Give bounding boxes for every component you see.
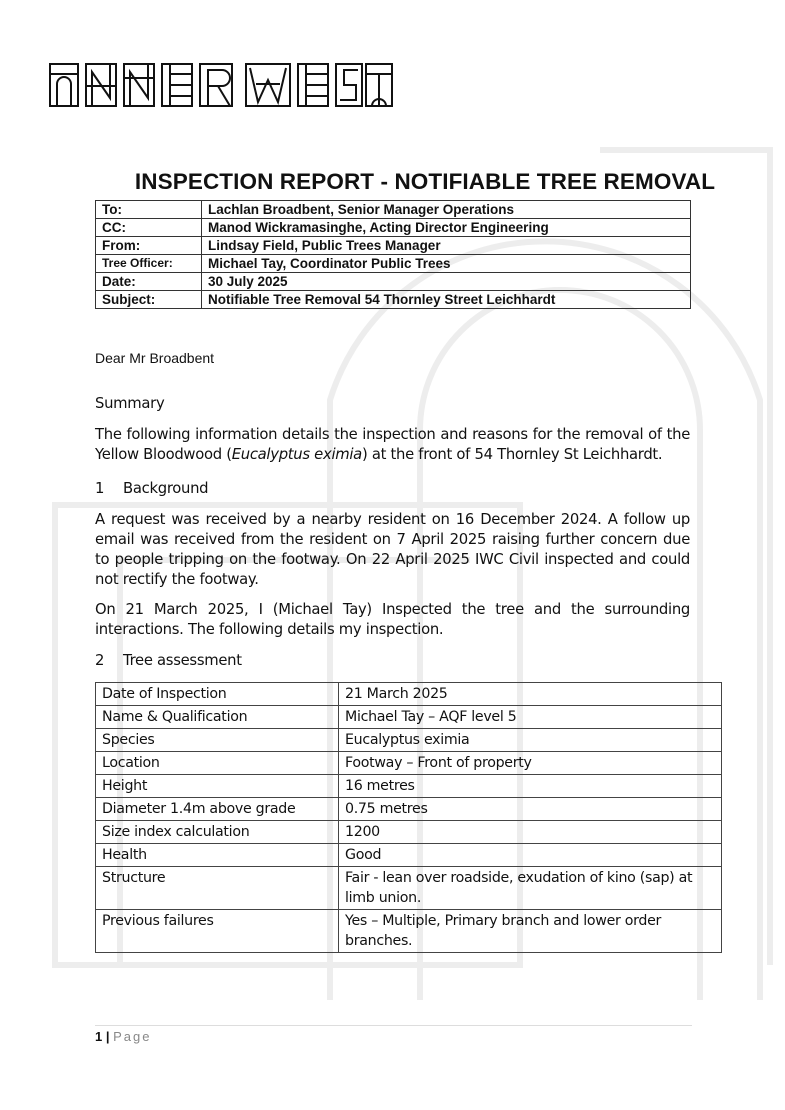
- memo-label: Date:: [96, 273, 202, 291]
- section-number: 2: [95, 652, 105, 669]
- assessment-value: Good: [339, 844, 722, 867]
- assessment-value: 0.75 metres: [339, 798, 722, 821]
- table-row: [96, 910, 722, 953]
- page-number: 1: [95, 1029, 103, 1044]
- memo-value: Michael Tay, Coordinator Public Trees: [202, 255, 691, 273]
- inner-west-logo: [48, 58, 393, 110]
- background-paragraph-1: A request was received by a nearby resident on 16 December 2024. A follow up email was received from the resident on 7 April 2025 raising further concern due to people tripping on the footway. On 22 April 2025 IWC Civil inspected and could not rectify the footway.: [95, 511, 690, 588]
- assessment-value: Footway – Front of property: [339, 752, 722, 775]
- memo-value: 30 July 2025: [202, 273, 691, 291]
- assessment-value: Michael Tay – AQF level 5: [339, 706, 722, 729]
- memo-value: Manod Wickramasinghe, Acting Director Engineering: [202, 219, 691, 237]
- memo-label: To:: [96, 201, 202, 219]
- report-title: INSPECTION REPORT - NOTIFIABLE TREE REMOVAL: [134, 169, 716, 194]
- table-row: [96, 706, 722, 729]
- table-row: [96, 775, 722, 798]
- assessment-value: 1200: [339, 821, 722, 844]
- summary-heading: Summary: [95, 395, 165, 412]
- memo-row-to: [96, 201, 691, 219]
- memo-row-subject: [96, 291, 691, 309]
- tree-assessment-table: [95, 682, 722, 953]
- memo-row-cc: [96, 219, 691, 237]
- assessment-value: Yes – Multiple, Primary branch and lower order branches.: [339, 910, 722, 953]
- table-row: [96, 867, 722, 910]
- assessment-label: Date of Inspection: [96, 683, 339, 706]
- memo-value: Lindsay Field, Public Trees Manager: [202, 237, 691, 255]
- memo-label: Tree Officer:: [96, 255, 202, 273]
- memo-label: Subject:: [96, 291, 202, 309]
- assessment-label: Previous failures: [96, 910, 339, 953]
- section-title: Background: [123, 480, 209, 497]
- table-row: [96, 683, 722, 706]
- assessment-label: Height: [96, 775, 339, 798]
- table-row: [96, 729, 722, 752]
- memo-row-tree-officer: [96, 255, 691, 273]
- footer-separator: |: [105, 1029, 110, 1044]
- assessment-label: Diameter 1.4m above grade: [96, 798, 339, 821]
- footer-divider: [95, 1025, 692, 1026]
- table-row: [96, 821, 722, 844]
- section-heading-assessment: [95, 651, 690, 671]
- table-row: [96, 752, 722, 775]
- assessment-label: Name & Qualification: [96, 706, 339, 729]
- memo-value: Lachlan Broadbent, Senior Manager Operations: [202, 201, 691, 219]
- assessment-value: Fair - lean over roadside, exudation of kino (sap) at limb union.: [339, 867, 722, 910]
- assessment-value: Eucalyptus eximia: [339, 729, 722, 752]
- assessment-label: Location: [96, 752, 339, 775]
- summary-text: The following information details the inspection and reasons for the removal of the Yellow Bloodwood (: [95, 426, 690, 463]
- table-row: [96, 798, 722, 821]
- memo-label: From:: [96, 237, 202, 255]
- species-name: Eucalyptus eximia: [231, 446, 362, 463]
- assessment-value: 21 March 2025: [339, 683, 722, 706]
- memo-value: Notifiable Tree Removal 54 Thornley Street Leichhardt: [202, 291, 691, 309]
- assessment-value: 16 metres: [339, 775, 722, 798]
- assessment-label: Species: [96, 729, 339, 752]
- background-paragraph-2: On 21 March 2025, I (Michael Tay) Inspected the tree and the surrounding interactions. The following details my inspection.: [95, 601, 690, 638]
- salutation: Dear Mr Broadbent: [95, 350, 215, 366]
- page-footer: [95, 1029, 152, 1044]
- table-row: [96, 844, 722, 867]
- summary-text-end: ) at the front of 54 Thornley St Leichhardt.: [361, 446, 663, 463]
- memo-label: CC:: [96, 219, 202, 237]
- assessment-label: Structure: [96, 867, 339, 910]
- page-label: Page: [113, 1029, 152, 1044]
- assessment-label: Health: [96, 844, 339, 867]
- memo-header-table: [95, 200, 691, 309]
- memo-row-from: [96, 237, 691, 255]
- section-title: Tree assessment: [123, 652, 242, 669]
- memo-row-date: [96, 273, 691, 291]
- assessment-label: Size index calculation: [96, 821, 339, 844]
- section-heading-background: [95, 479, 690, 499]
- summary-paragraph: [95, 425, 690, 465]
- section-number: 1: [95, 480, 105, 497]
